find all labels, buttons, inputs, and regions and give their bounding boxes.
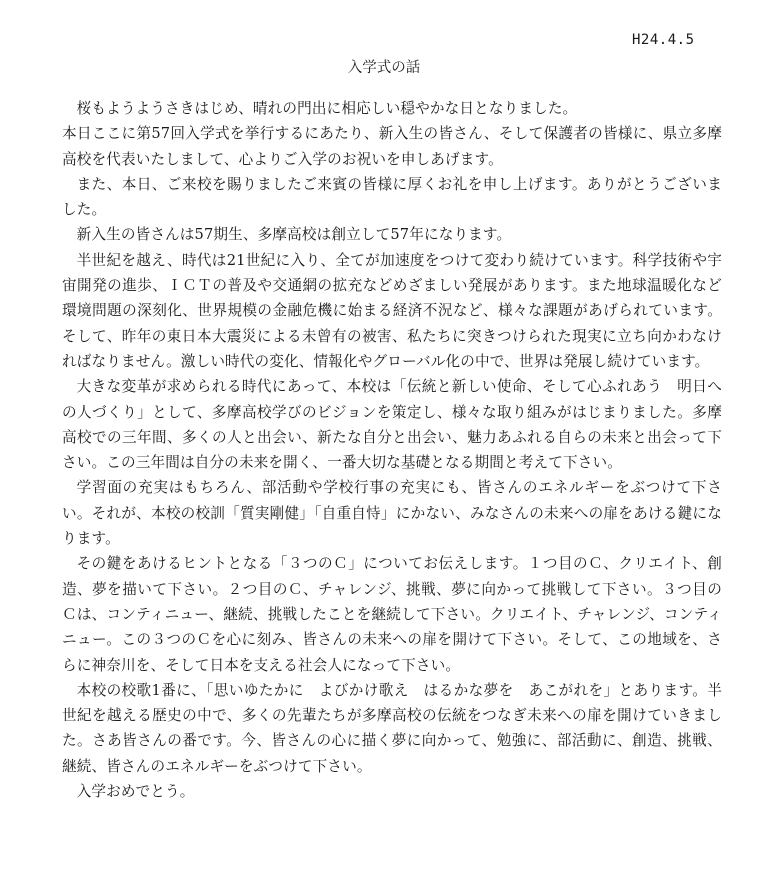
paragraph: 本日ここに第57回入学式を挙行するにあたり、新入生の皆さん、そして保護者の皆様に、県立多摩高校を代表いたしまして、心よりご入学のお祝いを申しあげます。	[62, 125, 722, 168]
paragraph: その鍵をあけるヒントとなる「３つのＣ」についてお伝えします。１つ目のＣ、クリエイト、創造、夢を描いて下さい。２つ目のＣ、チャレンジ、挑戦、夢に向かって挑戦して下さい。３つ目のＣは、コンティニュー、継続、挑戦したことを継続して下さい。クリエイト、チャレンジ、コンティニュー。この３つのＣを心に刻み、皆さんの未来への扉を開けて下さい。そして、この地域を、さらに神奈川を、そして日本を支える社会人になって下さい。	[62, 555, 722, 674]
document-body	[62, 96, 722, 804]
paragraph: 入学おめでとう。	[76, 783, 195, 801]
paragraph: また、本日、ご来校を賜りましたご来賓の皆様に厚くお礼を申し上げます。ありがとうございました。	[62, 175, 722, 219]
paragraph: 半世紀を越え、時代は21世紀に入り、全てが加速度をつけて変わり続けています。科学技術や宇宙開発の進歩、ＩＣＴの普及や交通網の拡充などめざましい発展があります。また地球温暖化など環境問題の深刻化、世界規模の金融危機に始まる経済不況など、様々な課題があげられています。そして、昨年の東日本大震災による未曾有の被害、私たちに突きつけられた現実に立ち向かわなければなりません。激しい時代の変化、情報化やグローバル化の中で、世界は発展し続けています。	[62, 251, 722, 370]
paragraph: 学習面の充実はもちろん、部活動や学校行事の充実にも、皆さんのエネルギーをぶつけて下さい。それが、本校の校訓「質実剛健」「自重自恃」にかない、みなさんの未来への扉をあける鍵になります。	[62, 479, 722, 548]
paragraph: 桜もようようさきはじめ、晴れの門出に相応しい穏やかな日となりました。	[76, 100, 578, 117]
paragraph: 大きな変革が求められる時代にあって、本校は「伝統と新しい使命、そして心ふれあう 明日への人づくり」として、多摩高校学びのビジョンを策定し、様々な取り組みがはじまりました。多摩高校での三年間、多くの人と出会い、新たな自分と出会い、魅力あふれる自らの未来と出会って下さい。この三年間は自分の未来を開く、一番大切な基礎となる期間と考えて下さい。	[62, 378, 722, 472]
paragraph: 新入生の皆さんは57期生、多摩高校は創立して57年になります。	[76, 226, 512, 244]
document-title: 入学式の話	[347, 60, 421, 76]
paragraph: 本校の校歌1番に、「思いゆたかに よびかけ歌え はるかな夢を あこがれを」とあります。半世紀を越える歴史の中で、多くの先輩たちが多摩高校の伝統をつなぎ未来への扉を開けていきました。さあ皆さんの番です。今、皆さんの心に描く夢に向かって、勉強に、部活動に、創造、挑戦、継続、皆さんのエネルギーをぶつけて下さい。	[62, 681, 722, 775]
document-date: H24.4.5	[632, 32, 695, 48]
